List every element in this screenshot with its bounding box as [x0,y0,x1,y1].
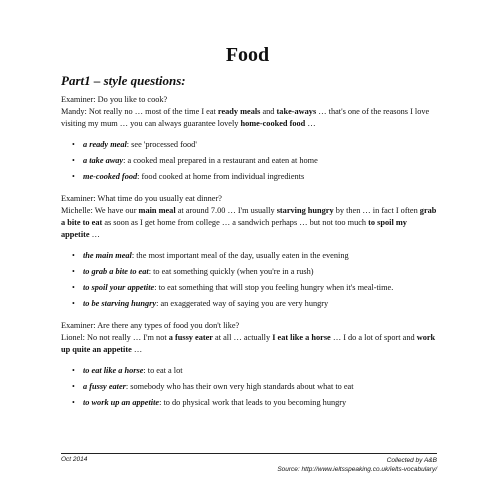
speaker-label: Lionel: [61,333,85,342]
examiner-question [61,94,437,106]
examiner-question [61,193,437,205]
answer-text: as soon as I get home from college … a sandwich perhaps … but not too much [102,218,369,227]
answer-text: Not really no … most of the time I eat [88,107,218,116]
definition-text: : see 'processed food' [126,140,197,149]
definition-text: : to eat a lot [143,366,183,375]
definition-item [72,381,437,393]
definition-item [72,171,437,183]
definition-term: a take away [83,156,124,165]
answer-text: … [131,345,143,354]
definition-item [72,250,437,262]
speaker-label: Examiner: [61,95,96,104]
speaker-label: Examiner: [61,321,96,330]
definition-text: : to eat something that will stop you feeling hungry when it's meal-time. [154,283,394,292]
bullet-icon: • [72,140,75,149]
answer-text: at around 7.00 … I'm usually [175,206,277,215]
definition-term: the main meal [83,251,132,260]
definition-term: to spoil your appetite [83,283,155,292]
definition-list [61,139,437,183]
definition-list [61,365,437,409]
bullet-icon: • [72,398,75,407]
definition-text: : to eat something quickly (when you're in a rush) [148,267,314,276]
question-text: Are there any types of food you don't like? [97,321,240,330]
candidate-answer [61,205,437,241]
definition-term: to work up an appetite [83,398,160,407]
vocab-highlight: to spoil my appetite [61,218,407,239]
answer-text: … that's one of the reasons I love visiting my mum … you can always guarantee lovely [61,107,430,128]
answer-text: We have our [94,206,139,215]
bullet-icon: • [72,299,75,308]
vocab-highlight: ready meals [217,107,261,116]
definition-term: me-cooked food [83,172,138,181]
page-title: Food [225,44,270,66]
bullet-icon: • [72,382,75,391]
definition-item [72,155,437,167]
bullet-icon: • [72,366,75,375]
question-text: What time do you usually eat dinner? [97,194,222,203]
question-text: Do you like to cook? [97,95,168,104]
footer-date: Oct 2014 [61,456,88,463]
definition-item [72,266,437,278]
vocab-highlight: grab a bite to eat [61,206,437,227]
definition-item [72,282,437,294]
definition-text: : an exaggerated way of saying you are very hungry [156,299,329,308]
speaker-label: Examiner: [61,194,96,203]
definition-list [61,250,437,310]
definition-term: a ready meal [83,140,127,149]
answer-text: by then … in fact I often [333,206,420,215]
speaker-label: Michelle: [61,206,93,215]
candidate-answer [61,332,437,356]
definition-term: to be starving hungry [83,299,157,308]
definition-term: to grab a bite to eat [83,267,149,276]
bullet-icon: • [72,251,75,260]
bullet-icon: • [72,283,75,292]
examiner-question [61,320,437,332]
vocab-highlight: main meal [138,206,176,215]
definition-text: : the most important meal of the day, usually eaten in the evening [131,251,349,260]
answer-text: … [89,230,100,239]
definition-item [72,397,437,409]
vocab-highlight: take-aways [276,107,317,116]
definition-term: a fussy eater [83,382,126,391]
bullet-icon: • [72,156,75,165]
footer-divider [61,453,437,454]
vocab-highlight: I eat like a horse [272,333,331,342]
answer-text: … [305,119,316,128]
answer-text: at all … actually [212,333,273,342]
bullet-icon: • [72,267,75,276]
speaker-label: Mandy: [61,107,87,116]
footer-credits [277,456,437,474]
candidate-answer [61,106,437,130]
definition-item [72,139,437,151]
definition-text: : food cooked at home from individual ingredients [137,172,305,181]
definition-text: : to do physical work that leads to you becoming hungry [159,398,347,407]
definition-item [72,298,437,310]
section-subtitle: Part1 – style questions: [61,73,186,88]
answer-text: … I do a lot of sport and [330,333,417,342]
answer-text: and [260,107,277,116]
bullet-icon: • [72,172,75,181]
answer-text: No not really … I'm not [87,333,169,342]
footer-collected-by: Collected by A&B [386,457,437,464]
document-content [61,94,437,413]
vocab-highlight: home-cooked food [240,119,306,128]
footer-source: Source: http://www.ieltsspeaking.co.uk/ielts-vocabulary/ [277,466,437,473]
vocab-highlight: a fussy eater [168,333,213,342]
definition-item [72,365,437,377]
definition-text: : somebody who has their own very high standards about what to eat [125,382,354,391]
vocab-highlight: work up quite an appetite [61,333,436,354]
vocab-highlight: starving hungry [276,206,334,215]
definition-term: to eat like a horse [83,366,144,375]
definition-text: : a cooked meal prepared in a restaurant and eaten at home [123,156,318,165]
